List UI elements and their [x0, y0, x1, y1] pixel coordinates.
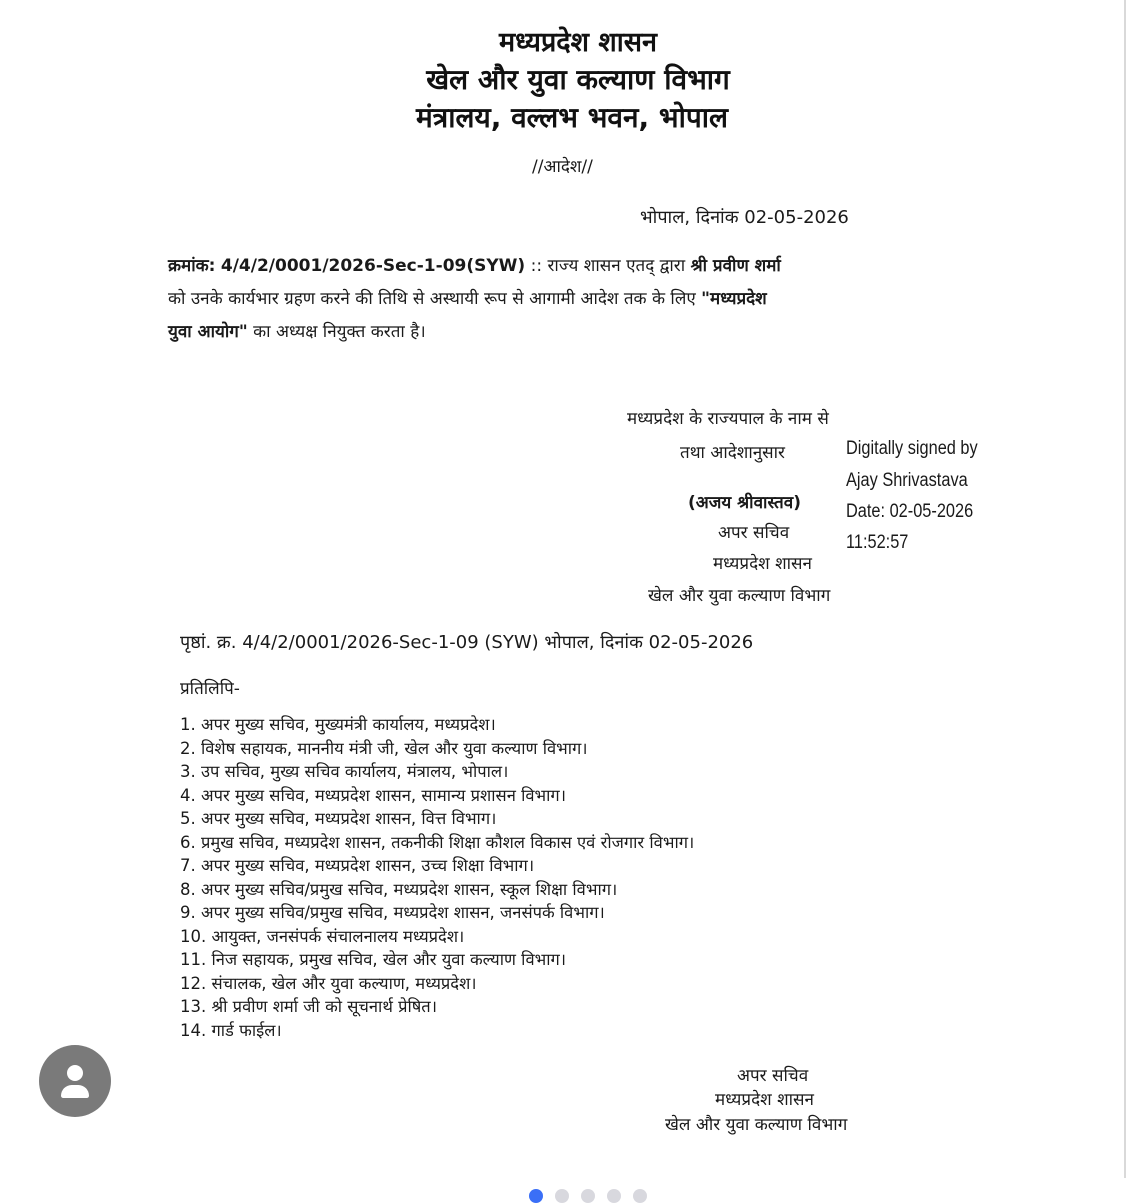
order-paragraph-line-3: [168, 324, 960, 341]
list-item: 6. प्रमुख सचिव, मध्यप्रदेश शासन, तकनीकी शिक्षा कौशल विकास एवं रोजगार विभाग।: [180, 832, 695, 852]
list-item: 12. संचालक, खेल और युवा कल्याण, मध्यप्रदेश।: [180, 973, 477, 993]
list-item: 1. अपर मुख्य सचिव, मुख्यमंत्री कार्यालय, मध्यप्रदेश।: [180, 715, 496, 734]
avatar-body-shape: [61, 1085, 89, 1098]
footer-department: खेल और युवा कल्याण विभाग: [665, 1115, 848, 1135]
order-number: 4/4/2/0001/2026-Sec-1-09(SYW): [220, 256, 526, 276]
digital-signature-time: 11:52:57: [846, 532, 909, 553]
endorsement-reference: पृष्ठां. क्र. 4/4/2/0001/2026-Sec-1-09 (SYW) भोपाल, दिनांक 02-05-2026: [180, 632, 754, 653]
order-paragraph-line-1: [168, 258, 960, 275]
signatory-department: खेल और युवा कल्याण विभाग: [648, 586, 831, 606]
list-item: 10. आयुक्त, जनसंपर्क संचालनालय मध्यप्रदेश।: [180, 926, 465, 946]
signatory-name: (अजय श्रीवास्तव): [688, 493, 801, 513]
copy-to-label: प्रतिलिपि-: [180, 679, 240, 699]
list-item: 9. अपर मुख्य सचिव/प्रमुख सचिव, मध्यप्रदेश शासन, जनसंपर्क विभाग।: [180, 903, 605, 922]
list-item: 4. अपर मुख्य सचिव, मध्यप्रदेश शासन, सामान्य प्रशासन विभाग।: [180, 785, 566, 805]
list-item: 2. विशेष सहायक, माननीय मंत्री जी, खेल और युवा कल्याण विभाग।: [180, 738, 588, 758]
appointee-name: श्री प्रवीण शर्मा: [690, 256, 781, 276]
signatory-government: मध्यप्रदेश शासन: [713, 554, 812, 574]
list-item: 3. उप सचिव, मुख्य सचिव कार्यालय, मंत्रालय, भोपाल।: [180, 762, 509, 781]
avatar-head-shape: [67, 1065, 83, 1081]
header-government: मध्यप्रदेश शासन: [498, 27, 657, 58]
footer-designation: अपर सचिव: [737, 1066, 809, 1086]
carousel-dot-1[interactable]: [529, 1189, 543, 1203]
list-item: 7. अपर मुख्य सचिव, मध्यप्रदेश शासन, उच्च शिक्षा विभाग।: [180, 856, 535, 875]
commission-name-part-1: "मध्यप्रदेश: [701, 289, 767, 309]
carousel-dot-4[interactable]: [607, 1189, 621, 1203]
footer-government: मध्यप्रदेश शासन: [715, 1090, 814, 1110]
order-text-part-2: को उनके कार्यभार ग्रहण करने की तिथि से अस्थायी रूप से आगामी आदेश तक के लिए: [168, 289, 702, 309]
list-item: 8. अपर मुख्य सचिव/प्रमुख सचिव, मध्यप्रदेश शासन, स्कूल शिक्षा विभाग।: [180, 879, 618, 899]
order-text-part-1: :: राज्य शासन एतद् द्वारा: [525, 256, 691, 276]
copy-recipient-list: [180, 713, 694, 1042]
signatory-authority-line-2: तथा आदेशानुसार: [680, 443, 786, 463]
signatory-authority-line-1: मध्यप्रदेश के राज्यपाल के नाम से: [627, 409, 829, 429]
carousel-pagination: [529, 1189, 647, 1203]
list-item: 14. गार्ड फाईल।: [180, 1020, 282, 1040]
digital-signature-line-1: Digitally signed by: [846, 438, 978, 459]
header-department: खेल और युवा कल्याण विभाग: [426, 63, 730, 96]
order-text-part-3: का अध्यक्ष नियुक्त करता है।: [247, 322, 426, 342]
carousel-dot-5[interactable]: [633, 1189, 647, 1203]
commission-name-part-2: युवा आयोग": [168, 322, 248, 342]
order-date: भोपाल, दिनांक 02-05-2026: [640, 207, 849, 228]
list-item: 11. निज सहायक, प्रमुख सचिव, खेल और युवा कल्याण विभाग।: [180, 950, 567, 969]
list-item: 13. श्री प्रवीण शर्मा जी को सूचनार्थ प्रेषित।: [180, 997, 437, 1016]
order-paragraph-line-2: [168, 291, 960, 308]
list-item: 5. अपर मुख्य सचिव, मध्यप्रदेश शासन, वित्त विभाग।: [180, 809, 497, 828]
order-number-label: क्रमांक:: [168, 256, 216, 276]
carousel-dot-3[interactable]: [581, 1189, 595, 1203]
digital-signature-date: Date: 02-05-2026: [846, 501, 974, 522]
header-address: मंत्रालय, वल्लभ भवन, भोपाल: [416, 101, 728, 134]
carousel-dot-2[interactable]: [555, 1189, 569, 1203]
user-avatar-icon[interactable]: [39, 1045, 111, 1117]
digital-signature-name: Ajay Shrivastava: [846, 470, 968, 491]
signatory-designation: अपर सचिव: [718, 523, 790, 543]
page-edge-divider: [1124, 0, 1126, 1178]
order-title: //आदेश//: [532, 157, 593, 177]
